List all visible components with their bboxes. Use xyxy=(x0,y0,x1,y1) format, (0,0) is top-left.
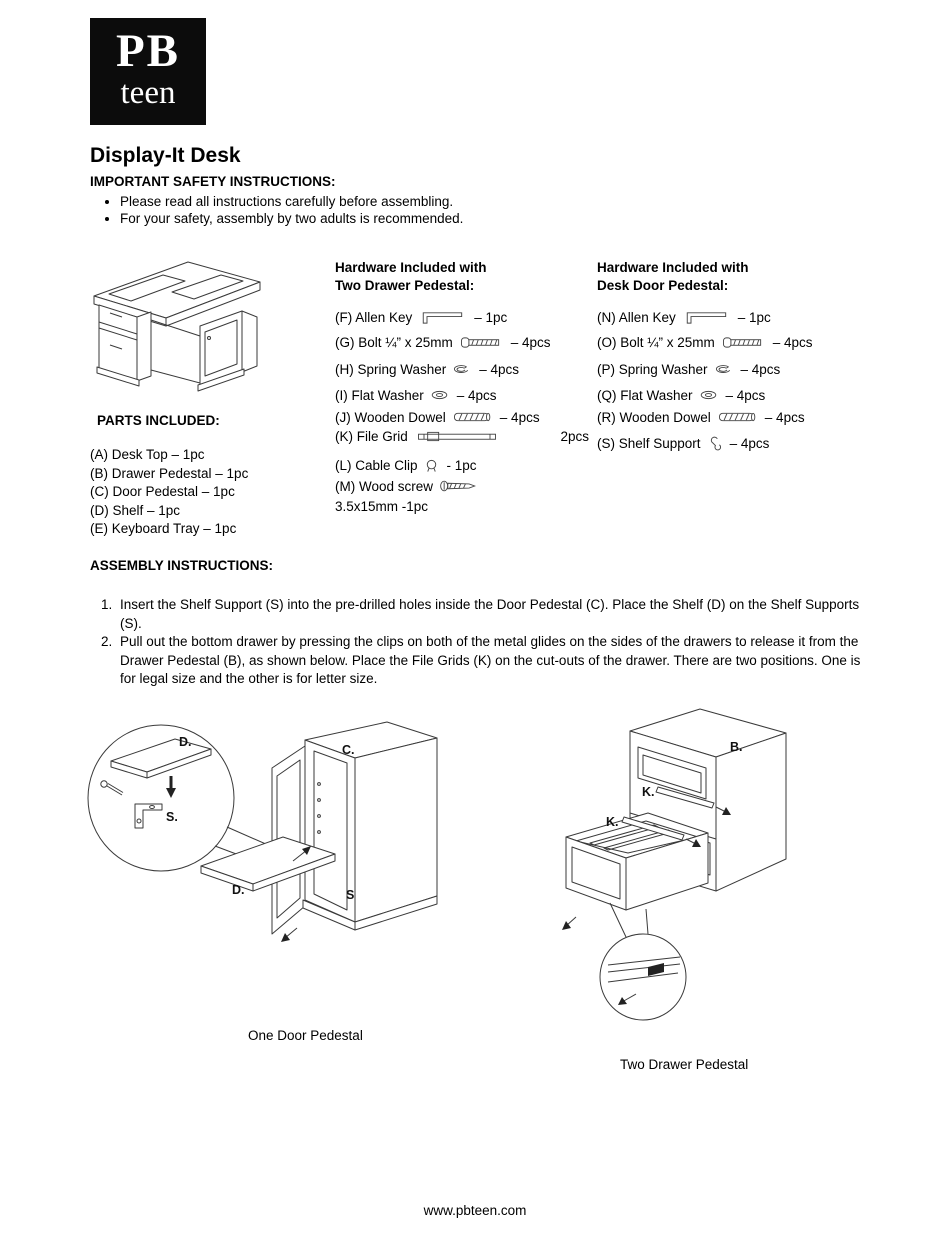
hardware-item xyxy=(597,307,859,327)
hardware-item-qty: – 4pcs xyxy=(499,409,540,425)
assembly-heading: ASSEMBLY INSTRUCTIONS: xyxy=(90,558,274,573)
hardware-item-label: (I) Flat Washer xyxy=(335,387,424,403)
bolt-icon xyxy=(721,336,765,349)
hardware-item-qty: – 4pcs xyxy=(729,435,770,451)
shelf-corner-detail xyxy=(111,739,211,778)
hardware-item xyxy=(597,332,859,352)
label-shelf-detail: D. xyxy=(179,735,192,749)
hardware-heading-line1: Hardware Included with xyxy=(335,260,487,275)
wooden-dowel-icon xyxy=(452,411,492,423)
wooden-dowel-icon xyxy=(717,411,757,423)
glide-clip-detail xyxy=(608,957,680,1005)
parts-item: (D) Shelf – 1pc xyxy=(90,502,181,518)
hardware-item-label: (Q) Flat Washer xyxy=(597,387,693,403)
parts-list xyxy=(90,446,248,539)
hardware-item xyxy=(335,426,589,446)
hardware-item-label: (F) Allen Key xyxy=(335,309,413,325)
safety-bullet: • For your safety, assembly by two adults is recommended. xyxy=(120,211,720,226)
label-shelf-d: D. xyxy=(232,883,245,897)
file-grid-icon xyxy=(414,431,500,442)
wood-screw-icon xyxy=(439,480,477,492)
hardware-item-qty: – 4pcs xyxy=(510,334,551,350)
safety-bullets xyxy=(100,194,720,228)
label-cabinet-b: B. xyxy=(730,740,743,754)
arrow-down-icon xyxy=(166,776,176,798)
label-cabinet-c: C. xyxy=(342,743,355,757)
footer-url: www.pbteen.com xyxy=(423,1203,527,1218)
hardware-item xyxy=(335,476,589,496)
hardware-item xyxy=(335,332,589,352)
hardware-item-label: (M) Wood screw xyxy=(335,478,434,494)
safety-heading: IMPORTANT SAFETY INSTRUCTIONS: xyxy=(90,174,336,189)
hardware-two-drawer-section xyxy=(335,259,589,519)
one-door-pedestal-diagram xyxy=(85,698,485,1023)
hardware-heading-line2: Desk Door Pedestal: xyxy=(597,278,729,293)
hardware-item-label: (O) Bolt ¼” x 25mm xyxy=(597,334,715,350)
hardware-door-section xyxy=(597,259,859,479)
hardware-item-qty: 2pcs xyxy=(560,428,589,444)
label-file-grid-k2: K. xyxy=(606,815,619,829)
allen-key-icon xyxy=(682,310,730,325)
hardware-item xyxy=(335,385,589,405)
hardware-item xyxy=(335,455,589,475)
leader-line xyxy=(646,909,648,934)
hardware-item xyxy=(335,359,589,379)
hardware-item-qty: - 1pc xyxy=(446,457,477,473)
hardware-item-qty: – 1pc xyxy=(474,309,508,325)
cable-clip-icon xyxy=(424,458,439,473)
label-support-detail: S. xyxy=(166,810,178,824)
hardware-item-qty: – 4pcs xyxy=(772,334,813,350)
parts-item: (B) Drawer Pedestal – 1pc xyxy=(90,465,249,481)
parts-item: (A) Desk Top – 1pc xyxy=(90,447,205,462)
hardware-item-qty: – 4pcs xyxy=(456,387,497,403)
hardware-heading-line1: Hardware Included with xyxy=(597,260,749,275)
caption-one-door-pedestal: One Door Pedestal xyxy=(248,1028,363,1043)
hardware-item-label: (K) File Grid xyxy=(335,428,408,444)
door-pedestal-drawing xyxy=(272,722,437,934)
caption-two-drawer-pedestal: Two Drawer Pedestal xyxy=(620,1057,749,1072)
label-file-grid-k1: K. xyxy=(642,785,655,799)
desk-drawing xyxy=(94,262,260,391)
parts-heading: PARTS INCLUDED: xyxy=(97,413,220,428)
hardware-item-qty: – 4pcs xyxy=(725,387,766,403)
hardware-item xyxy=(597,433,859,453)
hardware-item-label: (S) Shelf Support xyxy=(597,435,701,451)
assembly-step: 1. Insert the Shelf Support (S) into the pre-drilled holes inside the Door Pedestal (C). Place the Shelf (D) on the Shelf Supports (S). xyxy=(116,596,872,633)
hardware-item-qty: – 4pcs xyxy=(764,409,805,425)
hardware-item xyxy=(597,359,859,379)
hardware-two-drawer-heading xyxy=(335,259,589,295)
page-title: Display-It Desk xyxy=(90,144,241,167)
bolt-icon xyxy=(459,336,503,349)
bolt-detail xyxy=(101,781,123,795)
spring-washer-icon xyxy=(714,364,733,375)
hardware-item xyxy=(597,407,859,427)
label-door-s: S xyxy=(346,888,355,902)
hardware-item-label: (H) Spring Washer xyxy=(335,361,447,377)
shelf-support-icon xyxy=(707,436,722,451)
hardware-item-label: (G) Bolt ¼” x 25mm xyxy=(335,334,453,350)
arrow-door-swing-icon xyxy=(281,928,297,942)
pulled-drawer-drawing xyxy=(566,813,708,910)
hardware-item xyxy=(335,307,589,327)
hardware-item xyxy=(597,385,859,405)
spring-washer-icon xyxy=(452,364,471,375)
flat-washer-icon xyxy=(699,390,718,400)
allen-key-icon xyxy=(418,310,466,325)
assembly-steps xyxy=(90,596,872,689)
hardware-item-qty: – 1pc xyxy=(737,309,771,325)
hardware-item-label: 3.5x15mm -1pc xyxy=(335,498,429,514)
hardware-heading-line2: Two Drawer Pedestal: xyxy=(335,278,475,293)
arrow-drawer-out-icon xyxy=(562,917,576,930)
hardware-item xyxy=(335,407,589,427)
hardware-item-label: (L) Cable Clip xyxy=(335,457,418,473)
parts-item: (C) Door Pedestal – 1pc xyxy=(90,484,235,499)
flat-washer-icon xyxy=(430,390,449,400)
hardware-item-qty: – 4pcs xyxy=(740,361,781,377)
hardware-item-line2 xyxy=(335,496,589,516)
hardware-item-label: (P) Spring Washer xyxy=(597,361,708,377)
parts-item: (E) Keyboard Tray – 1pc xyxy=(90,521,237,536)
logo-text-pb: PB xyxy=(115,25,181,77)
hardware-item-label: (R) Wooden Dowel xyxy=(597,409,711,425)
hardware-item-label: (N) Allen Key xyxy=(597,309,676,325)
desk-illustration xyxy=(88,250,268,400)
assembly-step: 2. Pull out the bottom drawer by pressing the clips on both of the metal glides on the sides of the drawers to release it from the Drawer Pedestal (B), as shown below. Place the File Grids (K) on the cut-outs of the drawer. There are two positions. One is for legal size and the other is for letter size. xyxy=(116,633,872,689)
safety-bullet: • Please read all instructions carefully before assembling. xyxy=(120,194,720,209)
logo-text-teen: teen xyxy=(120,75,176,111)
hardware-item-label: (J) Wooden Dowel xyxy=(335,409,446,425)
shelf-support-bracket-detail xyxy=(135,804,162,828)
pbteen-logo xyxy=(90,18,206,125)
hardware-door-heading xyxy=(597,259,859,295)
two-drawer-pedestal-diagram xyxy=(550,695,850,1045)
hardware-item-qty: – 4pcs xyxy=(479,361,520,377)
